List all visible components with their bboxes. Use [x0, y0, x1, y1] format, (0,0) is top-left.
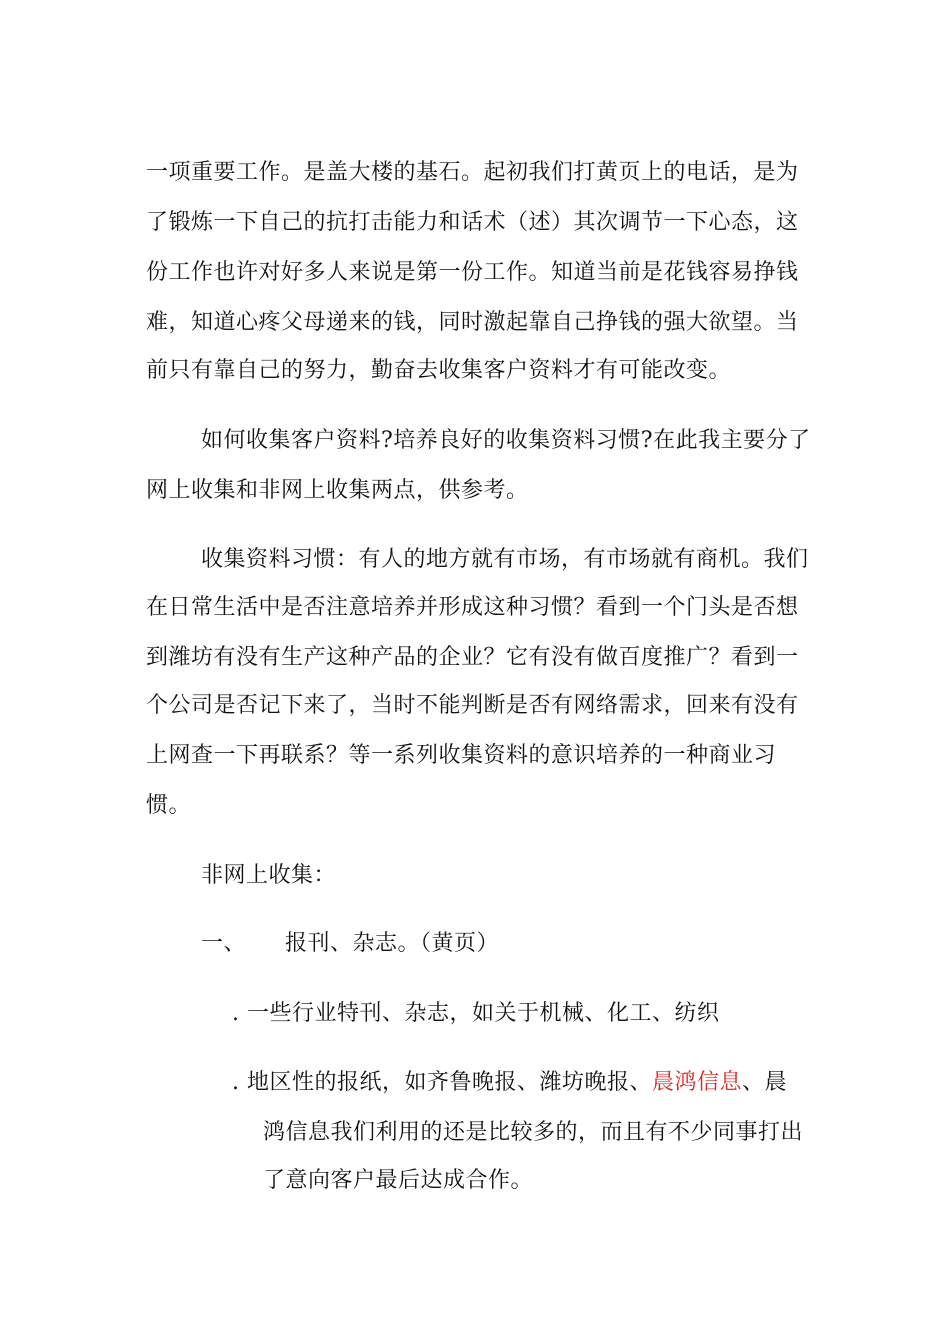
section1-number: 一、 — [201, 931, 247, 956]
list-item-2-line-3: 了意向客户最后达成合作。 — [263, 1168, 534, 1193]
section1-title: 报刊、杂志。（黄页） — [285, 931, 500, 956]
paragraph1-line-1: 一项重要工作。是盖大楼的基石。起初我们打黄页上的电话，是为 — [146, 160, 799, 185]
paragraph3-line-6: 惯。 — [146, 793, 192, 818]
list-item-2-line-2: 鸿信息我们利用的还是比较多的，而且有不少同事打出 — [263, 1120, 804, 1145]
list-item-2-line-1 — [232, 1068, 787, 1098]
paragraph2-line-1: 如何收集客户资料?培养良好的收集资料习惯?在此我主要分了 — [201, 428, 811, 453]
paragraph1-line-3: 份工作也许对好多人来说是第一份工作。知道当前是花钱容易挣钱 — [146, 260, 799, 285]
paragraph3-line-4: 个公司是否记下来了，当时不能判断是否有网络需求，回来有没有 — [146, 693, 799, 718]
paragraph3-line-3: 到潍坊有没有生产这种产品的企业？它有没有做百度推广？看到一 — [146, 645, 799, 670]
paragraph1-line-4: 难，知道心疼父母递来的钱，同时激起靠自己挣钱的强大欲望。当 — [146, 310, 799, 335]
list-item-1: . 一些行业特刊、杂志，如关于机械、化工、纺织 — [232, 1001, 720, 1026]
paragraph1-line-2: 了锻炼一下自己的抗打击能力和话术（述）其次调节一下心态，这 — [146, 210, 799, 235]
paragraph2-line-2: 网上收集和非网上收集两点，供参考。 — [146, 478, 529, 503]
heading-offline: 非网上收集： — [201, 863, 337, 888]
highlight-link-text: 晨鸿信息 — [652, 1070, 743, 1095]
paragraph1-line-5: 前只有靠自己的努力，勤奋去收集客户资料才有可能改变。 — [146, 358, 732, 383]
paragraph3-line-1: 收集资料习惯：有人的地方就有市场，有市场就有商机。我们 — [201, 547, 809, 572]
list-item-2-text-before: . 地区性的报纸，如齐鲁晚报、潍坊晚报、 — [232, 1070, 652, 1095]
list-item-2-text-after: 、晨 — [742, 1070, 788, 1095]
paragraph3-line-5: 上网查一下再联系？等一系列收集资料的意识培养的一种商业习 — [146, 743, 777, 768]
paragraph3-line-2: 在日常生活中是否注意培养并形成这种习惯？看到一个门头是否想 — [146, 595, 799, 620]
